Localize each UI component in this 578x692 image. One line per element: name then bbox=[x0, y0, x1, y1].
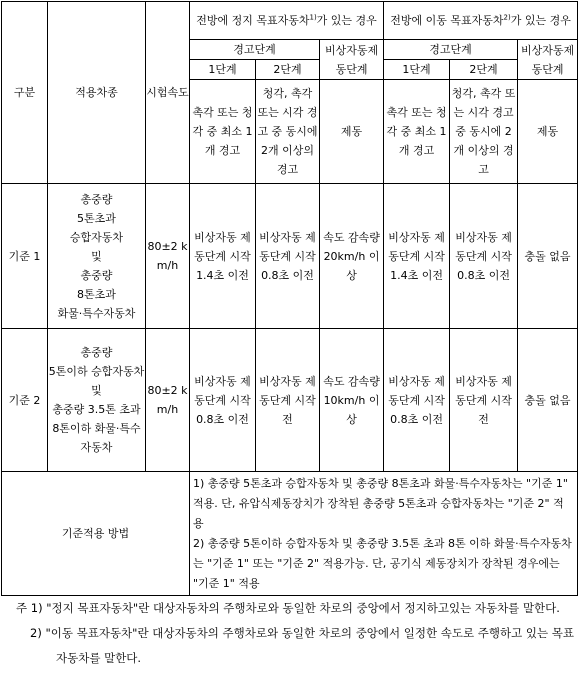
row-vehicle-type: 총중량 5톤초과 승합자동차 및 총중량 8톤초과 화물·특수자동차 bbox=[48, 184, 146, 329]
row-s-stage2: 비상자동 제동단계 시작 0.8초 이전 bbox=[256, 184, 320, 329]
row-s-brake: 속도 감속량 20km/h 이상 bbox=[320, 184, 384, 329]
criteria-table bbox=[1, 1, 578, 596]
row-s-stage1: 비상자동 제동단계 시작 0.8초 이전 bbox=[190, 329, 256, 472]
m-braking: 제동 bbox=[518, 80, 578, 184]
row-s-stage1: 비상자동 제동단계 시작 1.4초 이전 bbox=[190, 184, 256, 329]
row-m-stage2: 비상자동 제동단계 시작 0.8초 이전 bbox=[450, 184, 518, 329]
footnotes bbox=[0, 596, 578, 671]
method-row bbox=[2, 472, 578, 596]
row-m-brake: 충돌 없음 bbox=[518, 184, 578, 329]
header-gubun: 구분 bbox=[2, 2, 48, 184]
method-label: 기준적용 방법 bbox=[2, 472, 190, 596]
header-s-stage1: 1단계 bbox=[190, 60, 256, 80]
method-item-2: 2) 총중량 5톤이하 승합자동차 및 총중량 3.5톤 초과 8톤 이하 화물·특수자동차는 "기준 1" 또는 "기준 2" 적용가능. 단, 공기식 제동장치가 장착된 경우에는 "기준 1" 적용 bbox=[193, 536, 572, 590]
row-vehicle-type: 총중량 5톤이하 승합자동차 및 총중량 3.5톤 초과 8톤이하 화물·특수자동차 bbox=[48, 329, 146, 472]
footnote-1: 주 1) "정지 목표자동차"란 대상자동차의 주행차로와 동일한 차로의 중앙에서 정지하고있는 자동차를 말한다. bbox=[16, 601, 560, 615]
s-stage2-description: 청각, 촉각 또는 시각 경고 중 동시에 2개 이상의 경고 bbox=[256, 80, 320, 184]
row-m-stage1: 비상자동 제동단계 시작 1.4초 이전 bbox=[384, 184, 450, 329]
row-s-stage2: 비상자동 제동단계 시작전 bbox=[256, 329, 320, 472]
m-stage2-description: 청각, 촉각 또는 시각 경고 중 동시에 2개 이상의 경고 bbox=[450, 80, 518, 184]
row-m-stage2: 비상자동 제동단계 시작전 bbox=[450, 329, 518, 472]
header-s-warning-stage: 경고단계 bbox=[190, 40, 320, 60]
row-test-speed: 80±2 km/h bbox=[146, 184, 190, 329]
row-test-speed: 80±2 km/h bbox=[146, 329, 190, 472]
header-s-stage2: 2단계 bbox=[256, 60, 320, 80]
row-label: 기준 1 bbox=[2, 184, 48, 329]
header-s-emergency-brake-stage: 비상자동제동단계 bbox=[320, 40, 384, 80]
header-vehicle-type: 적용차종 bbox=[48, 2, 146, 184]
s-braking: 제동 bbox=[320, 80, 384, 184]
row-s-brake: 속도 감속량 10km/h 이상 bbox=[320, 329, 384, 472]
row-m-stage1: 비상자동 제동단계 시작 0.8초 이전 bbox=[384, 329, 450, 472]
method-description bbox=[190, 472, 578, 596]
row-m-brake: 충돌 없음 bbox=[518, 329, 578, 472]
table-row bbox=[2, 184, 578, 329]
header-m-emergency-brake-stage: 비상자동제동단계 bbox=[518, 40, 578, 80]
s-stage1-description: 촉각 또는 청각 중 최소 1개 경고 bbox=[190, 80, 256, 184]
header-test-speed: 시험속도 bbox=[146, 2, 190, 184]
header-m-stage1: 1단계 bbox=[384, 60, 450, 80]
method-item-1: 1) 총중량 5톤초과 승합자동차 및 총중량 8톤초과 화물·특수자동차는 "기준 1" 적용. 단, 유압식제동장치가 장착된 총중량 5톤초과 승합자동차는 "기준 2" 적용 bbox=[193, 476, 568, 530]
footnote-2: 2) "이동 목표자동차"란 대상자동차의 주행차로와 동일한 차로의 중앙에서 일정한 속도로 주행하고 있는 목표자동차를 말한다. bbox=[30, 626, 574, 665]
header-m-warning-stage: 경고단계 bbox=[384, 40, 518, 60]
header-moving-target: 전방에 이동 목표자동차$^{2)}$가 있는 경우 bbox=[384, 2, 578, 40]
header-stationary-target: 전방에 정지 목표자동차$^{1)}$가 있는 경우 bbox=[190, 2, 384, 40]
header-m-stage2: 2단계 bbox=[450, 60, 518, 80]
m-stage1-description: 촉각 또는 청각 중 최소 1개 경고 bbox=[384, 80, 450, 184]
row-label: 기준 2 bbox=[2, 329, 48, 472]
table-row bbox=[2, 329, 578, 472]
